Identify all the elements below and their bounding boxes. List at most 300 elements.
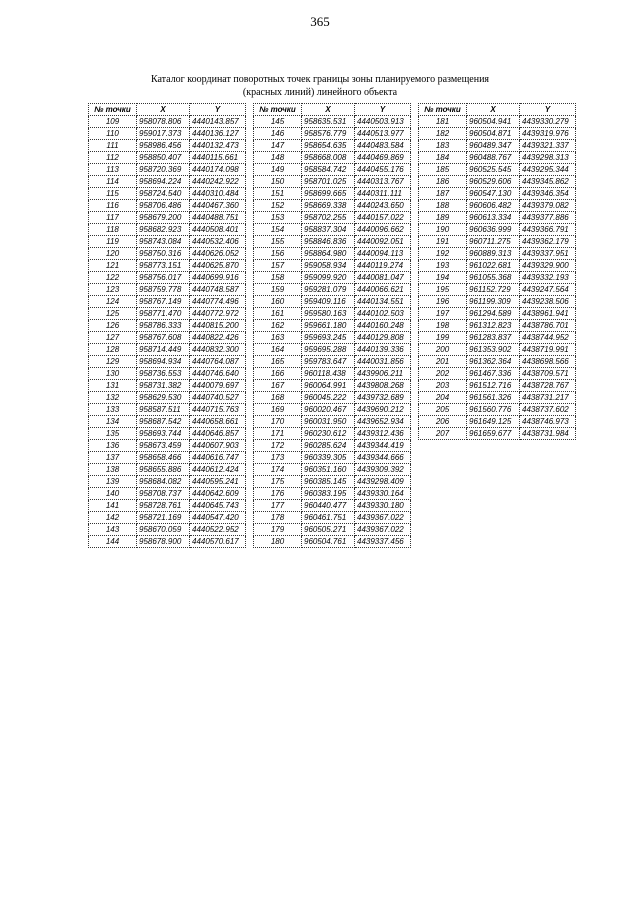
table-row <box>89 500 246 512</box>
x-coordinate-cell: 960489.347 <box>467 140 520 152</box>
x-coordinate-cell: 959058.934 <box>302 260 355 272</box>
point-number-cell: 163 <box>254 332 302 344</box>
y-coordinate-cell: 4440642.609 <box>190 488 246 500</box>
y-coordinate-cell: 4438731.217 <box>520 392 576 404</box>
point-number-cell: 126 <box>89 320 137 332</box>
y-coordinate-cell: 4440625.870 <box>190 260 246 272</box>
point-number-cell: 147 <box>254 140 302 152</box>
point-number-cell: 189 <box>419 212 467 224</box>
table-row <box>254 524 411 536</box>
x-coordinate-cell: 961560.776 <box>467 404 520 416</box>
y-coordinate-cell: 4439298.409 <box>355 476 411 488</box>
y-coordinate-cell: 4439330.164 <box>355 488 411 500</box>
x-coordinate-cell: 958702.255 <box>302 212 355 224</box>
x-coordinate-cell: 961152.729 <box>467 284 520 296</box>
x-coordinate-cell: 960020.467 <box>302 404 355 416</box>
y-coordinate-cell: 4440066.621 <box>355 284 411 296</box>
y-coordinate-cell: 4440612.424 <box>190 464 246 476</box>
table-row <box>254 212 411 224</box>
point-number-cell: 140 <box>89 488 137 500</box>
table-row <box>419 272 576 284</box>
point-number-cell: 130 <box>89 368 137 380</box>
x-coordinate-cell: 960064.991 <box>302 380 355 392</box>
y-coordinate-cell: 4439247.564 <box>520 284 576 296</box>
x-coordinate-cell: 958706.486 <box>137 200 190 212</box>
x-coordinate-cell: 958694.224 <box>137 176 190 188</box>
table-row <box>419 212 576 224</box>
x-coordinate-cell: 960488.767 <box>467 152 520 164</box>
x-coordinate-cell: 960230.612 <box>302 428 355 440</box>
y-coordinate-cell: 4440313.767 <box>355 176 411 188</box>
y-coordinate-cell: 4440645.743 <box>190 500 246 512</box>
table-row <box>89 344 246 356</box>
table-row <box>89 404 246 416</box>
table-row <box>89 176 246 188</box>
x-coordinate-cell: 960606.482 <box>467 200 520 212</box>
x-coordinate-cell: 958986.456 <box>137 140 190 152</box>
table-row <box>254 272 411 284</box>
point-number-cell: 144 <box>89 536 137 548</box>
y-coordinate-cell: 4439362.179 <box>520 236 576 248</box>
x-coordinate-cell: 958629.530 <box>137 392 190 404</box>
y-coordinate-cell: 4440822.426 <box>190 332 246 344</box>
y-coordinate-cell: 4438731.984 <box>520 428 576 440</box>
table-row <box>419 128 576 140</box>
y-coordinate-cell: 4439329.900 <box>520 260 576 272</box>
point-number-cell: 193 <box>419 260 467 272</box>
x-coordinate-cell: 961294.589 <box>467 308 520 320</box>
header-y: Y <box>520 104 576 116</box>
y-coordinate-cell: 4440764.087 <box>190 356 246 368</box>
x-coordinate-cell: 960383.195 <box>302 488 355 500</box>
x-coordinate-cell: 960504.871 <box>467 128 520 140</box>
y-coordinate-cell: 4438719.991 <box>520 344 576 356</box>
point-number-cell: 205 <box>419 404 467 416</box>
x-coordinate-cell: 958767.149 <box>137 296 190 308</box>
y-coordinate-cell: 4440031.856 <box>355 356 411 368</box>
point-number-cell: 160 <box>254 296 302 308</box>
x-coordinate-cell: 960118.438 <box>302 368 355 380</box>
table-row <box>254 200 411 212</box>
table-row <box>254 164 411 176</box>
y-coordinate-cell: 4439337.951 <box>520 248 576 260</box>
y-coordinate-cell: 4440522.952 <box>190 524 246 536</box>
y-coordinate-cell: 4438728.767 <box>520 380 576 392</box>
point-number-cell: 186 <box>419 176 467 188</box>
y-coordinate-cell: 4440503.913 <box>355 116 411 128</box>
y-coordinate-cell: 4440174.098 <box>190 164 246 176</box>
table-row <box>89 248 246 260</box>
x-coordinate-cell: 960711.275 <box>467 236 520 248</box>
y-coordinate-cell: 4440102.503 <box>355 308 411 320</box>
point-number-cell: 170 <box>254 416 302 428</box>
point-number-cell: 113 <box>89 164 137 176</box>
x-coordinate-cell: 961659.677 <box>467 428 520 440</box>
point-number-cell: 120 <box>89 248 137 260</box>
x-coordinate-cell: 958694.934 <box>137 356 190 368</box>
table-row <box>419 284 576 296</box>
table-row <box>419 296 576 308</box>
x-coordinate-cell: 961353.902 <box>467 344 520 356</box>
header-point-number: № точки <box>254 104 302 116</box>
y-coordinate-cell: 4440467.360 <box>190 200 246 212</box>
x-coordinate-cell: 959017.373 <box>137 128 190 140</box>
y-coordinate-cell: 4440740.527 <box>190 392 246 404</box>
x-coordinate-cell: 960504.941 <box>467 116 520 128</box>
table-row <box>89 368 246 380</box>
y-coordinate-cell: 4440646.857 <box>190 428 246 440</box>
point-number-cell: 138 <box>89 464 137 476</box>
y-coordinate-cell: 4440242.922 <box>190 176 246 188</box>
x-coordinate-cell: 959409.116 <box>302 296 355 308</box>
y-coordinate-cell: 4439346.354 <box>520 188 576 200</box>
table-row <box>254 416 411 428</box>
point-number-cell: 115 <box>89 188 137 200</box>
point-number-cell: 141 <box>89 500 137 512</box>
point-number-cell: 176 <box>254 488 302 500</box>
table-row <box>89 140 246 152</box>
table-row <box>254 152 411 164</box>
table-row <box>419 380 576 392</box>
x-coordinate-cell: 961649.125 <box>467 416 520 428</box>
point-number-cell: 114 <box>89 176 137 188</box>
x-coordinate-cell: 958701.025 <box>302 176 355 188</box>
table-row <box>89 152 246 164</box>
y-coordinate-cell: 4440119.274 <box>355 260 411 272</box>
point-number-cell: 202 <box>419 368 467 380</box>
y-coordinate-cell: 4440748.587 <box>190 284 246 296</box>
table-row <box>254 428 411 440</box>
table-row <box>89 512 246 524</box>
table-row <box>254 476 411 488</box>
table-row <box>89 392 246 404</box>
table-row <box>419 248 576 260</box>
y-coordinate-cell: 4439906.211 <box>355 368 411 380</box>
point-number-cell: 164 <box>254 344 302 356</box>
table-row <box>419 416 576 428</box>
x-coordinate-cell: 961022.681 <box>467 260 520 272</box>
table-row <box>89 320 246 332</box>
point-number-cell: 174 <box>254 464 302 476</box>
header-point-number: № точки <box>89 104 137 116</box>
x-coordinate-cell: 961467.336 <box>467 368 520 380</box>
table-row <box>254 140 411 152</box>
y-coordinate-cell: 4440815.200 <box>190 320 246 332</box>
x-coordinate-cell: 960285.624 <box>302 440 355 452</box>
y-coordinate-cell: 4440513.977 <box>355 128 411 140</box>
x-coordinate-cell: 960636.999 <box>467 224 520 236</box>
x-coordinate-cell: 958724.540 <box>137 188 190 200</box>
point-number-cell: 139 <box>89 476 137 488</box>
y-coordinate-cell: 4439344.419 <box>355 440 411 452</box>
y-coordinate-cell: 4440469.869 <box>355 152 411 164</box>
point-number-cell: 181 <box>419 116 467 128</box>
table-row <box>419 368 576 380</box>
table-row <box>89 308 246 320</box>
point-number-cell: 184 <box>419 152 467 164</box>
point-number-cell: 168 <box>254 392 302 404</box>
x-coordinate-cell: 958720.369 <box>137 164 190 176</box>
x-coordinate-cell: 960613.334 <box>467 212 520 224</box>
x-coordinate-cell: 959281.079 <box>302 284 355 296</box>
x-coordinate-cell: 958699.665 <box>302 188 355 200</box>
table-row <box>419 320 576 332</box>
y-coordinate-cell: 4439238.506 <box>520 296 576 308</box>
table-row <box>254 176 411 188</box>
table-row <box>89 296 246 308</box>
y-coordinate-cell: 4440134.551 <box>355 296 411 308</box>
point-number-cell: 124 <box>89 296 137 308</box>
point-number-cell: 203 <box>419 380 467 392</box>
y-coordinate-cell: 4438698.566 <box>520 356 576 368</box>
y-coordinate-cell: 4440096.662 <box>355 224 411 236</box>
y-coordinate-cell: 4440715.763 <box>190 404 246 416</box>
table-row <box>89 536 246 548</box>
x-coordinate-cell: 958846.836 <box>302 236 355 248</box>
y-coordinate-cell: 4438709.571 <box>520 368 576 380</box>
y-coordinate-cell: 4440132.473 <box>190 140 246 152</box>
point-number-cell: 129 <box>89 356 137 368</box>
y-coordinate-cell: 4439309.392 <box>355 464 411 476</box>
y-coordinate-cell: 4440160.248 <box>355 320 411 332</box>
point-number-cell: 187 <box>419 188 467 200</box>
point-number-cell: 149 <box>254 164 302 176</box>
table-row <box>254 344 411 356</box>
y-coordinate-cell: 4439366.791 <box>520 224 576 236</box>
point-number-cell: 190 <box>419 224 467 236</box>
table-row <box>419 116 576 128</box>
table-row <box>419 200 576 212</box>
table-row <box>89 128 246 140</box>
coordinates-table-1 <box>88 103 246 548</box>
table-row <box>419 176 576 188</box>
table-row <box>419 308 576 320</box>
y-coordinate-cell: 4439732.689 <box>355 392 411 404</box>
point-number-cell: 151 <box>254 188 302 200</box>
y-coordinate-cell: 4440081.047 <box>355 272 411 284</box>
x-coordinate-cell: 958682.923 <box>137 224 190 236</box>
point-number-cell: 152 <box>254 200 302 212</box>
point-number-cell: 123 <box>89 284 137 296</box>
y-coordinate-cell: 4440094.113 <box>355 248 411 260</box>
point-number-cell: 111 <box>89 140 137 152</box>
point-number-cell: 134 <box>89 416 137 428</box>
table-row <box>89 488 246 500</box>
x-coordinate-cell: 958668.008 <box>302 152 355 164</box>
x-coordinate-cell: 960525.545 <box>467 164 520 176</box>
table-row <box>89 224 246 236</box>
y-coordinate-cell: 4440310.484 <box>190 188 246 200</box>
point-number-cell: 166 <box>254 368 302 380</box>
y-coordinate-cell: 4440658.661 <box>190 416 246 428</box>
table-row <box>254 500 411 512</box>
point-number-cell: 116 <box>89 200 137 212</box>
point-number-cell: 146 <box>254 128 302 140</box>
y-coordinate-cell: 4440455.176 <box>355 164 411 176</box>
x-coordinate-cell: 958864.980 <box>302 248 355 260</box>
point-number-cell: 119 <box>89 236 137 248</box>
table-row <box>419 344 576 356</box>
point-number-cell: 125 <box>89 308 137 320</box>
table-row <box>254 440 411 452</box>
y-coordinate-cell: 4440483.584 <box>355 140 411 152</box>
point-number-cell: 185 <box>419 164 467 176</box>
x-coordinate-cell: 958584.742 <box>302 164 355 176</box>
y-coordinate-cell: 4440772.972 <box>190 308 246 320</box>
point-number-cell: 182 <box>419 128 467 140</box>
point-number-cell: 132 <box>89 392 137 404</box>
point-number-cell: 194 <box>419 272 467 284</box>
point-number-cell: 136 <box>89 440 137 452</box>
y-coordinate-cell: 4438737.602 <box>520 404 576 416</box>
x-coordinate-cell: 959661.180 <box>302 320 355 332</box>
point-number-cell: 131 <box>89 380 137 392</box>
y-coordinate-cell: 4440547.420 <box>190 512 246 524</box>
y-coordinate-cell: 4440616.747 <box>190 452 246 464</box>
point-number-cell: 192 <box>419 248 467 260</box>
point-number-cell: 165 <box>254 356 302 368</box>
y-coordinate-cell: 4439332.193 <box>520 272 576 284</box>
table-row <box>254 332 411 344</box>
table-row <box>89 428 246 440</box>
table-row <box>89 284 246 296</box>
table-row <box>254 536 411 548</box>
x-coordinate-cell: 958756.017 <box>137 272 190 284</box>
y-coordinate-cell: 4438961.941 <box>520 308 576 320</box>
x-coordinate-cell: 958759.778 <box>137 284 190 296</box>
point-number-cell: 154 <box>254 224 302 236</box>
point-number-cell: 172 <box>254 440 302 452</box>
table-row <box>254 116 411 128</box>
y-coordinate-cell: 4439345.862 <box>520 176 576 188</box>
x-coordinate-cell: 960385.145 <box>302 476 355 488</box>
x-coordinate-cell: 959783.647 <box>302 356 355 368</box>
point-number-cell: 197 <box>419 308 467 320</box>
table-row <box>254 284 411 296</box>
table-row <box>419 188 576 200</box>
point-number-cell: 180 <box>254 536 302 548</box>
y-coordinate-cell: 4440157.022 <box>355 212 411 224</box>
coordinates-table-2 <box>253 103 411 548</box>
point-number-cell: 153 <box>254 212 302 224</box>
x-coordinate-cell: 958721.169 <box>137 512 190 524</box>
table-row <box>89 332 246 344</box>
y-coordinate-cell: 4439321.337 <box>520 140 576 152</box>
point-number-cell: 135 <box>89 428 137 440</box>
y-coordinate-cell: 4440311.111 <box>355 188 411 200</box>
x-coordinate-cell: 961362.364 <box>467 356 520 368</box>
x-coordinate-cell: 961512.716 <box>467 380 520 392</box>
y-coordinate-cell: 4440139.336 <box>355 344 411 356</box>
y-coordinate-cell: 4439652.934 <box>355 416 411 428</box>
table-row <box>89 164 246 176</box>
table-row <box>419 236 576 248</box>
point-number-cell: 204 <box>419 392 467 404</box>
table-row <box>89 524 246 536</box>
y-coordinate-cell: 4439379.082 <box>520 200 576 212</box>
x-coordinate-cell: 961561.326 <box>467 392 520 404</box>
point-number-cell: 150 <box>254 176 302 188</box>
y-coordinate-cell: 4440079.697 <box>190 380 246 392</box>
x-coordinate-cell: 961199.309 <box>467 296 520 308</box>
y-coordinate-cell: 4439377.886 <box>520 212 576 224</box>
x-coordinate-cell: 960529.606 <box>467 176 520 188</box>
x-coordinate-cell: 959693.245 <box>302 332 355 344</box>
table-row <box>254 404 411 416</box>
x-coordinate-cell: 958708.737 <box>137 488 190 500</box>
page-number: 365 <box>310 14 330 29</box>
table-row <box>419 332 576 344</box>
header-y: Y <box>355 104 411 116</box>
point-number-cell: 199 <box>419 332 467 344</box>
point-number-cell: 198 <box>419 320 467 332</box>
x-coordinate-cell: 960339.305 <box>302 452 355 464</box>
point-number-cell: 171 <box>254 428 302 440</box>
point-number-cell: 128 <box>89 344 137 356</box>
table-row <box>89 188 246 200</box>
y-coordinate-cell: 4439330.279 <box>520 116 576 128</box>
point-number-cell: 145 <box>254 116 302 128</box>
point-number-cell: 112 <box>89 152 137 164</box>
point-number-cell: 158 <box>254 272 302 284</box>
x-coordinate-cell: 960889.313 <box>467 248 520 260</box>
y-coordinate-cell: 4439344.666 <box>355 452 411 464</box>
y-coordinate-cell: 4440832.300 <box>190 344 246 356</box>
y-coordinate-cell: 4439690.212 <box>355 404 411 416</box>
x-coordinate-cell: 958078.806 <box>137 116 190 128</box>
table-row <box>254 380 411 392</box>
table-row <box>89 464 246 476</box>
table-row <box>89 356 246 368</box>
y-coordinate-cell: 4440129.808 <box>355 332 411 344</box>
point-number-cell: 148 <box>254 152 302 164</box>
table-row <box>419 392 576 404</box>
y-coordinate-cell: 4439808.268 <box>355 380 411 392</box>
x-coordinate-cell: 958786.333 <box>137 320 190 332</box>
point-number-cell: 118 <box>89 224 137 236</box>
table-row <box>89 116 246 128</box>
table-caption <box>0 73 640 99</box>
table-row <box>89 236 246 248</box>
x-coordinate-cell: 958679.200 <box>137 212 190 224</box>
y-coordinate-cell: 4440746.640 <box>190 368 246 380</box>
x-coordinate-cell: 959695.288 <box>302 344 355 356</box>
y-coordinate-cell: 4438786.701 <box>520 320 576 332</box>
point-number-cell: 200 <box>419 344 467 356</box>
point-number-cell: 143 <box>89 524 137 536</box>
table-row <box>254 356 411 368</box>
table-row <box>254 464 411 476</box>
header-y: Y <box>190 104 246 116</box>
y-coordinate-cell: 4439319.976 <box>520 128 576 140</box>
table-row <box>419 140 576 152</box>
point-number-cell: 196 <box>419 296 467 308</box>
x-coordinate-cell: 960505.271 <box>302 524 355 536</box>
y-coordinate-cell: 4440774.496 <box>190 296 246 308</box>
y-coordinate-cell: 4440699.916 <box>190 272 246 284</box>
point-number-cell: 121 <box>89 260 137 272</box>
x-coordinate-cell: 960440.477 <box>302 500 355 512</box>
x-coordinate-cell: 959099.920 <box>302 272 355 284</box>
point-number-cell: 195 <box>419 284 467 296</box>
point-number-cell: 178 <box>254 512 302 524</box>
caption-line-2: (красных линий) линейного объекта <box>242 87 398 98</box>
point-number-cell: 175 <box>254 476 302 488</box>
table-row <box>419 224 576 236</box>
table-row <box>254 392 411 404</box>
x-coordinate-cell: 958673.459 <box>137 440 190 452</box>
point-number-cell: 162 <box>254 320 302 332</box>
